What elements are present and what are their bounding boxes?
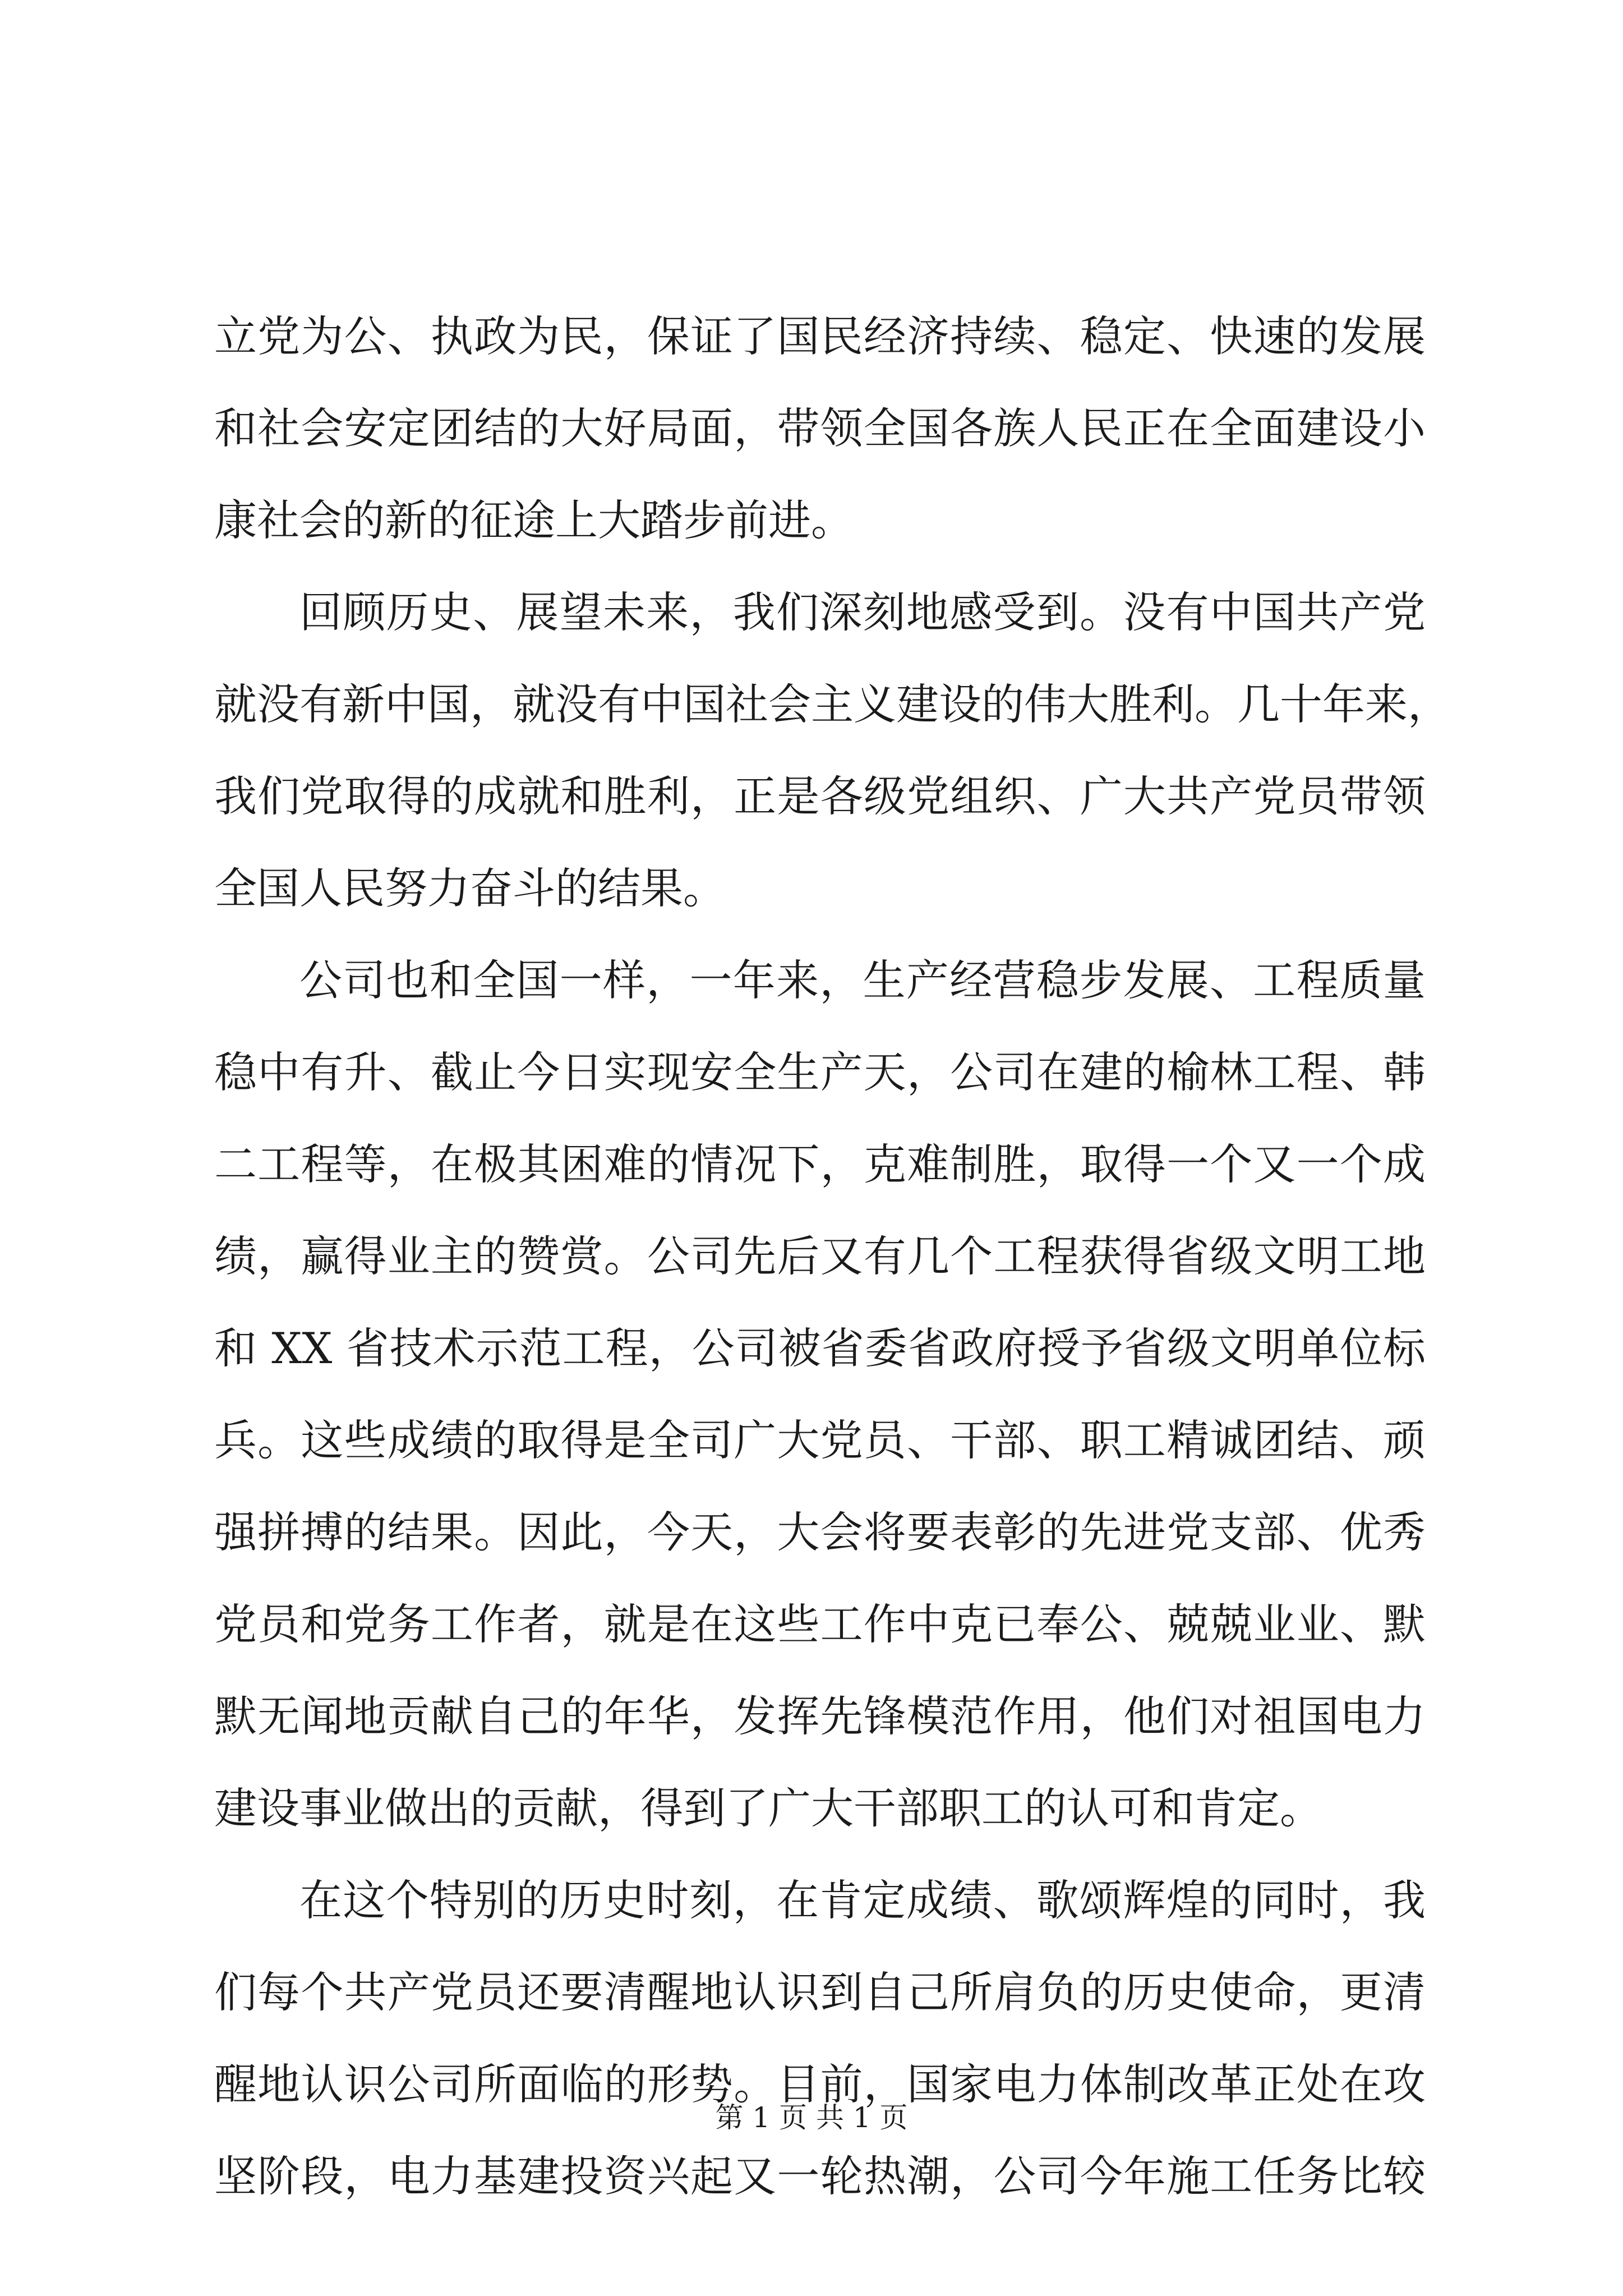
text-line: 绩，赢得业主的赞赏。公司先后又有几个工程获得省级文明工地 — [214, 1231, 1426, 1281]
text-line: 二工程等，在极其困难的情况下，克难制胜，取得一个又一个成 — [214, 1139, 1426, 1189]
text-line: 们每个共产党员还要清醒地认识到自己所肩负的历史使命，更清 — [214, 1967, 1426, 2017]
text-line: 和 XX 省技术示范工程，公司被省委省政府授予省级文明单位标 — [214, 1323, 1426, 1373]
text-line: 康社会的新的征途上大踏步前进。 — [214, 495, 854, 545]
text-line: 党员和党务工作者，就是在这些工作中克已奉公、兢兢业业、默 — [214, 1599, 1426, 1649]
text-line: 建设事业做出的贡献，得到了广大干部职工的认可和肯定。 — [214, 1783, 1322, 1833]
text-line: 强拼搏的结果。因此，今天，大会将要表彰的先进党支部、优秀 — [214, 1507, 1426, 1557]
text-line: 稳中有升、截止今日实现安全生产天，公司在建的榆林工程、韩 — [214, 1047, 1426, 1097]
page-footer: 第 1 页 共 1 页 — [715, 2101, 908, 2134]
text-line: 我们党取得的成就和胜利，正是各级党组织、广大共产党员带领 — [214, 771, 1426, 821]
text-line: 公司也和全国一样，一年来，生产经营稳步发展、工程质量 — [299, 955, 1426, 1005]
text-line: 就没有新中国，就没有中国社会主义建设的伟大胜利。几十年来， — [214, 679, 1450, 729]
text-line: 兵。这些成绩的取得是全司广大党员、干部、职工精诚团结、顽 — [214, 1415, 1426, 1465]
text-line: 在这个特别的历史时刻，在肯定成绩、歌颂辉煌的同时，我 — [299, 1875, 1426, 1925]
text-line: 醒地认识公司所面临的形势。目前，国家电力体制改革正处在攻 — [214, 2059, 1426, 2109]
text-line: 坚阶段，电力基建投资兴起又一轮热潮，公司今年施工任务比较 — [214, 2151, 1426, 2201]
text-line: 立党为公、执政为民，保证了国民经济持续、稳定、快速的发展 — [214, 311, 1426, 361]
text-line: 回顾历史、展望未来，我们深刻地感受到。没有中国共产党 — [299, 587, 1426, 637]
text-line: 默无闻地贡献自己的年华，发挥先锋模范作用，他们对祖国电力 — [214, 1691, 1426, 1741]
text-line: 和社会安定团结的大好局面，带领全国各族人民正在全面建设小 — [214, 403, 1426, 453]
text-line: 全国人民努力奋斗的结果。 — [214, 863, 726, 913]
